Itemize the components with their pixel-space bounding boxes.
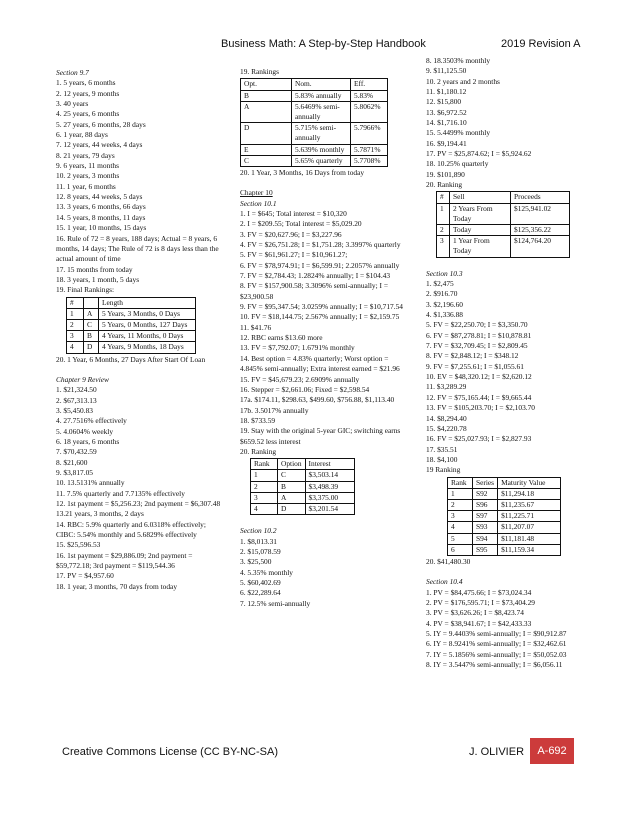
table-row [448, 499, 561, 510]
table-cell: 2 Years From Today [450, 203, 511, 224]
table-cell: 5.83% annually [292, 90, 351, 101]
table-header-cell: # [437, 192, 450, 203]
rankings-table [240, 78, 388, 167]
answer-item: 5. FV = $22,250.70; I = $3,350.70 [426, 320, 528, 330]
answer-list [426, 557, 586, 567]
table-row [251, 504, 355, 515]
answer-item: 5. IY = 9.4403% semi-annually; I = $90,912.87 [426, 629, 567, 639]
answer-item: 14. RBC: 5.9% quarterly and 6.0318% effectively; CIBC: 5.54% monthly and 5.6829% effectively [56, 519, 206, 540]
answer-item: 15. $25,596.53 [56, 540, 101, 550]
answer-item: 3. PV = $3,626.26; I = $8,423.74 [426, 608, 524, 618]
table-header-row [448, 477, 561, 488]
answer-item: 5. 27 years, 6 months, 28 days [56, 119, 146, 129]
answer-item: 9. $3,817.05 [56, 468, 93, 478]
table-header-cell: Proceeds [511, 192, 570, 203]
table-row [241, 144, 388, 155]
answer-list [426, 588, 586, 671]
table-cell: S96 [473, 499, 498, 510]
table-cell: 3 [251, 492, 278, 503]
table-row [67, 308, 196, 319]
answer-item: 4. 25 years, 6 months [56, 109, 120, 119]
answer-item: 19. Final Rankings: [56, 285, 115, 295]
answer-item: 10. 2 years and 2 months [426, 76, 500, 86]
table-header-cell: Eff. [351, 79, 388, 90]
answer-item: 13.21 years, 3 months, 2 days [56, 509, 144, 519]
table-cell: $3,201.54 [305, 504, 354, 515]
table-cell: $11,294.18 [498, 488, 561, 499]
answer-item: 10. EV = $48,320.12; I = $2,620.12 [426, 372, 532, 382]
answer-list [240, 209, 410, 457]
answer-list [56, 385, 221, 592]
answer-item: 19. Stay with the original 5-year GIC; switching earns $659.52 less interest [240, 426, 401, 446]
table-row [437, 203, 570, 224]
answer-list [426, 56, 586, 190]
table-cell: D [278, 504, 306, 515]
column-3 [426, 56, 586, 670]
table-cell: E [241, 144, 292, 155]
table-row [241, 90, 388, 101]
answer-item: 5. $60,402.69 [240, 577, 281, 587]
table-header-cell [84, 297, 99, 308]
table-cell: $3,503.14 [305, 470, 354, 481]
table-cell: 3 [437, 236, 450, 257]
table-cell: $3,498.39 [305, 481, 354, 492]
table-cell: $124,764.20 [511, 236, 570, 257]
answer-item: 2. 12 years, 9 months [56, 88, 120, 98]
answer-item: 12. 8 years, 44 weeks, 5 days [56, 192, 143, 202]
answer-item: 10. 2 years, 3 months [56, 171, 120, 181]
table-cell: $125,941.02 [511, 203, 570, 224]
answer-item: 3. $25,500 [240, 557, 272, 567]
answer-item: 16. 1st payment = $29,886.09; 2nd payment = $59,772.18; 3rd payment = $119,544.36 [56, 550, 193, 571]
section-9-7-title: Section 9.7 [56, 68, 89, 77]
table-cell: 2 [67, 319, 84, 330]
answer-item: 17. PV = $25,874.62; I = $5,924.62 [426, 149, 532, 159]
answer-item: 8. FV = $2,848.12; I = $348.12 [426, 351, 519, 361]
answer-item: 20. $41,480.30 [426, 556, 471, 566]
answer-item: 8. FV = $157,900.58; 3.3096% semi-annually; I = $23,900.58 [240, 281, 388, 301]
answer-item: 1. $21,324.50 [56, 385, 97, 395]
table-cell: 1 Year From Today [450, 236, 511, 257]
table-cell: $11,159.34 [498, 544, 561, 555]
table-cell: 5.7871% [351, 144, 388, 155]
table-cell: 5 Years, 3 Months, 0 Days [99, 308, 196, 319]
answer-item: 6. $22,289.64 [240, 588, 281, 598]
answer-item: 3. $2,196.60 [426, 299, 463, 309]
table-cell: 1 [448, 488, 473, 499]
footer-license: Creative Commons License (CC BY-NC-SA) [62, 746, 278, 758]
answer-item: 1. $2,475 [426, 279, 454, 289]
answer-list [56, 355, 221, 365]
answer-item: 18. 10.25% quarterly [426, 159, 489, 169]
table-row [437, 236, 570, 257]
answer-item: 4. FV = $26,751.28; I = $1,751.28; 3.3997% quarterly [240, 240, 401, 250]
table-cell: 3 [448, 511, 473, 522]
table-cell: B [241, 90, 292, 101]
table-cell: 2 [251, 481, 278, 492]
answer-item: 16. Rule of 72 = 8 years, 188 days; Actual = 8 years, 6 months, 14 days; The Rule of 72 is 8 days less than the actual amount of time [56, 233, 219, 264]
answer-item: 15. FV = $45,679.23; 2.6909% annually [240, 374, 360, 384]
table-header-cell: # [67, 297, 84, 308]
table-row [448, 488, 561, 499]
section-10-2-title: Section 10.2 [240, 526, 277, 536]
table-header-cell: Length [99, 297, 196, 308]
table-header-row [251, 459, 355, 470]
answer-item: 13. FV = $105,203.70; I = $2,103.70 [426, 403, 536, 413]
table-cell: Today [450, 225, 511, 236]
table-cell: S95 [473, 544, 498, 555]
answer-item: 17b. 3.5017% annually [240, 405, 309, 415]
answer-item: 1. PV = $84,475.66; I = $73,024.34 [426, 587, 532, 597]
table-cell: 5.6469% semi-annually [292, 101, 351, 122]
table-row [241, 101, 388, 122]
table-header-cell: Option [278, 459, 306, 470]
answer-item: 18. $4,100 [426, 454, 458, 464]
table-cell: $11,207.07 [498, 522, 561, 533]
answer-item: 2. $67,313.13 [56, 395, 97, 405]
table-cell: $11,235.67 [498, 499, 561, 510]
answer-item: 1. $8,013.31 [240, 536, 277, 546]
table-cell: $11,225.71 [498, 511, 561, 522]
table-cell: 4 Years, 9 Months, 18 Days [99, 342, 196, 353]
answer-item: 13. $6,972.52 [426, 107, 467, 117]
answer-item: 2. I = $209.55; Total interest = $5,029.20 [240, 219, 362, 229]
answer-item: 7. $70,432.59 [56, 447, 97, 457]
answer-item: 11. $1,180.12 [426, 87, 467, 97]
table-cell: S92 [473, 488, 498, 499]
table-header-row [437, 192, 570, 203]
table-header-cell: Sell [450, 192, 511, 203]
table-row [448, 544, 561, 555]
table-header-cell: Series [473, 477, 498, 488]
table-header-cell: Maturity Value [498, 477, 561, 488]
section-10-3-title: Section 10.3 [426, 268, 463, 278]
answer-item: 15. $4,220.78 [426, 423, 467, 433]
answer-item: 11. 1 year, 6 months [56, 181, 116, 191]
table-cell: A [278, 492, 306, 503]
answer-item: 5. 4.0604% weekly [56, 426, 114, 436]
table-header-cell: Rank [448, 477, 473, 488]
table-cell: $11,181.48 [498, 533, 561, 544]
answer-item: 6. 1 year, 88 days [56, 130, 108, 140]
answer-item: 9. FV = $95,347.54; 3.0259% annually; I = $10,717.54 [240, 302, 403, 312]
table-cell: 4 [67, 342, 84, 353]
table-cell: 5.715% semi-annually [292, 123, 351, 144]
answer-item: 2. $15,078.59 [240, 546, 281, 556]
answer-item: 17. 15 months from today [56, 264, 133, 274]
table-cell: $3,375.00 [305, 492, 354, 503]
table-cell: 6 [448, 544, 473, 555]
answer-item: 6. IY = 8.9241% semi-annually; I = $32,462.61 [426, 639, 567, 649]
answer-item: 14. Best option = 4.83% quarterly; Worst option = 4.845% semi-annually; Extra interest earned = $21.96 [240, 353, 400, 374]
answer-list [426, 279, 586, 476]
table-row [67, 331, 196, 342]
answer-item: 12. RBC earns $13.60 more [240, 333, 323, 343]
table-cell: C [241, 155, 292, 166]
answer-item: 12. $15,800 [426, 97, 462, 107]
answer-item: 6. FV = $78,974.91; I = $6,599.91; 2.2057% annually [240, 260, 400, 270]
answer-item: 4. 27.7516% effectively [56, 416, 127, 426]
table-row [448, 511, 561, 522]
answer-item: 8. 18.3503% monthly [426, 56, 491, 65]
table-row [448, 533, 561, 544]
answer-item: 7. 12 years, 44 weeks, 4 days [56, 140, 143, 150]
answer-list [240, 537, 410, 609]
table-cell: 5.7708% [351, 155, 388, 166]
answer-item: 19 Ranking [426, 465, 461, 475]
table-cell: B [84, 331, 99, 342]
table-cell: S93 [473, 522, 498, 533]
answer-item: 10. FV = $18,144.75; 2.567% annually; I = $2,159.75 [240, 312, 400, 322]
chapter-10-title: Chapter 10 [240, 188, 273, 198]
answer-item: 15. 1 year, 10 months, 15 days [56, 223, 147, 233]
table-row [251, 470, 355, 481]
table-cell: 4 [251, 504, 278, 515]
answer-item: 3. $5,450.83 [56, 405, 93, 415]
header-revision: 2019 Revision A [501, 38, 581, 50]
answer-item: 10. 13.5131% annually [56, 478, 125, 488]
answer-item: 8. $21,600 [56, 457, 88, 467]
answer-item: 9. $11,125.50 [426, 66, 467, 76]
answer-item: 17. PV = $4,957.60 [56, 571, 114, 581]
table-row [437, 225, 570, 236]
answer-item: 2. $916.70 [426, 289, 458, 299]
table-cell: $125,356.22 [511, 225, 570, 236]
answer-item: 16. $9,194.41 [426, 138, 467, 148]
answer-item: 8. IY = 3.5447% semi-annually; I = $6,056.11 [426, 660, 563, 670]
table-cell: 5.639% monthly [292, 144, 351, 155]
answer-item: 18. 3 years, 1 month, 5 days [56, 274, 140, 284]
table-row [448, 522, 561, 533]
answer-item: 7. FV = $32,709.45; I = $2,809.45 [426, 341, 528, 351]
chapter-9-review-title: Chapter 9 Review [56, 374, 109, 384]
table-cell: 5.65% quarterly [292, 155, 351, 166]
answer-item: 7. FV = $2,784.43; 1.2824% annually; I = $104.43 [240, 271, 391, 281]
table-row [67, 319, 196, 330]
table-cell: D [241, 123, 292, 144]
sell-proceeds-table [436, 191, 570, 257]
table-cell: C [84, 319, 99, 330]
answer-item: 14. 5 years, 8 months, 11 days [56, 212, 146, 222]
answer-item: 11. 7.5% quarterly and 7.7135% effectively [56, 488, 185, 498]
answer-item: 9. 6 years, 11 months [56, 161, 119, 171]
answer-item: 4. PV = $38,941.67; I = $42,433.33 [426, 618, 532, 628]
table-cell: 1 [251, 470, 278, 481]
table-row [251, 492, 355, 503]
answer-item: 14. $1,716.10 [426, 118, 467, 128]
column-2 [240, 67, 410, 609]
section-10-4-title: Section 10.4 [426, 577, 463, 587]
answer-item: 3. 40 years [56, 99, 89, 109]
table-row [241, 155, 388, 166]
answer-list [56, 78, 221, 295]
answer-item: 9. FV = $7,255.61; I = $1,055.61 [426, 361, 524, 371]
answer-item: 11. $41.76 [240, 322, 272, 332]
answer-item: 4. $1,336.88 [426, 310, 463, 320]
answer-item: 7. 12.5% semi-annually [240, 598, 311, 608]
table-header-row [241, 79, 388, 90]
table-cell: 2 [437, 225, 450, 236]
answer-item: 6. FV = $87,278.81; I = $10,878.81 [426, 330, 532, 340]
answer-item: 20. Ranking [240, 446, 277, 456]
column-1 [56, 68, 221, 592]
answer-item: 8. 21 years, 79 days [56, 150, 115, 160]
table-cell: 5.8062% [351, 101, 388, 122]
table-row [241, 123, 388, 144]
table-cell: B [278, 481, 306, 492]
table-cell: S94 [473, 533, 498, 544]
table-cell: 3 [67, 331, 84, 342]
table-cell: C [278, 470, 306, 481]
table-cell: D [84, 342, 99, 353]
answer-item: 7. IY = 5.1856% semi-annually; I = $50,052.03 [426, 649, 567, 659]
table-cell: 5.7966% [351, 123, 388, 144]
table-row [67, 342, 196, 353]
answer-item: 12. 1st payment = $5,256.23; 2nd payment = $6,307.48 [56, 499, 221, 509]
ranking-interest-table [250, 458, 355, 515]
answer-item: 11. $3,289.29 [426, 382, 467, 392]
answer-item: 13. 3 years, 6 months, 66 days [56, 202, 146, 212]
table-row [251, 481, 355, 492]
answer-item: 20. 1 Year, 6 Months, 27 Days After Start Of Loan [56, 354, 206, 364]
answer-item: 15. 5.4499% monthly [426, 128, 491, 138]
answer-item: 3. FV = $20,627.96; I = $3,227.96 [240, 229, 342, 239]
table-cell: 4 [448, 522, 473, 533]
answer-item: 19. $101,890 [426, 169, 465, 179]
answer-item: 13. FV = $7,792.07; 1.6791% monthly [240, 343, 355, 353]
table-cell: 2 [448, 499, 473, 510]
answer-item: 12. FV = $75,165.44; I = $9,665.44 [426, 392, 532, 402]
rankings-label: 19. Rankings [240, 67, 280, 76]
table-header-row [67, 297, 196, 308]
table-header-cell: Opt. [241, 79, 292, 90]
table-cell: 5.83% [351, 90, 388, 101]
section-10-1-title: Section 10.1 [240, 198, 277, 208]
page-number-badge: A-692 [530, 738, 574, 764]
final-rankings-table [66, 297, 196, 354]
answer-item: 5. FV = $61,961.27; I = $10,961.27; [240, 250, 348, 260]
table-cell: 5 Years, 0 Months, 127 Days [99, 319, 196, 330]
table-header-cell: Rank [251, 459, 278, 470]
answer-item: 16. FV = $25,027.93; I = $2,827.93 [426, 434, 532, 444]
table-cell: 5 [448, 533, 473, 544]
table-cell: 1 [67, 308, 84, 319]
answer-item: 4. 5.35% monthly [240, 567, 293, 577]
answer-item: 14. $8,294.40 [426, 413, 467, 423]
header-title: Business Math: A Step-by-Step Handbook [221, 38, 426, 50]
answer-item: 17. $35.51 [426, 444, 458, 454]
table-cell: A [84, 308, 99, 319]
table-header-cell: Nom. [292, 79, 351, 90]
answer-item: 20. Ranking [426, 180, 463, 190]
table-header-cell: Interest [305, 459, 354, 470]
answer-item: 1. I = $645; Total interest = $10,320 [240, 209, 347, 218]
answer-item: 6. 18 years, 6 months [56, 436, 120, 446]
table-cell: S97 [473, 511, 498, 522]
footer-author: J. OLIVIER [469, 746, 525, 758]
maturity-ranking-table [447, 477, 561, 556]
answer-item: 17a. $174.11, $298.63, $499.60, $756.88, $1,113.40 [240, 395, 395, 405]
table-cell: A [241, 101, 292, 122]
answer-item: 1. 5 years, 6 months [56, 78, 116, 88]
answer-item: 2. PV = $176,595.71; I = $73,404.29 [426, 598, 536, 608]
answer-line: 20. 1 Year, 3 Months, 16 Days from today [240, 167, 365, 177]
table-cell: 1 [437, 203, 450, 224]
answer-item: 18. $733.59 [240, 415, 276, 425]
answer-item: 16. Stepper = $2,661.06; Fixed = $2,598.54 [240, 384, 370, 394]
table-cell: 4 Years, 11 Months, 0 Days [99, 331, 196, 342]
answer-item: 18. 1 year, 3 months, 70 days from today [56, 581, 178, 591]
